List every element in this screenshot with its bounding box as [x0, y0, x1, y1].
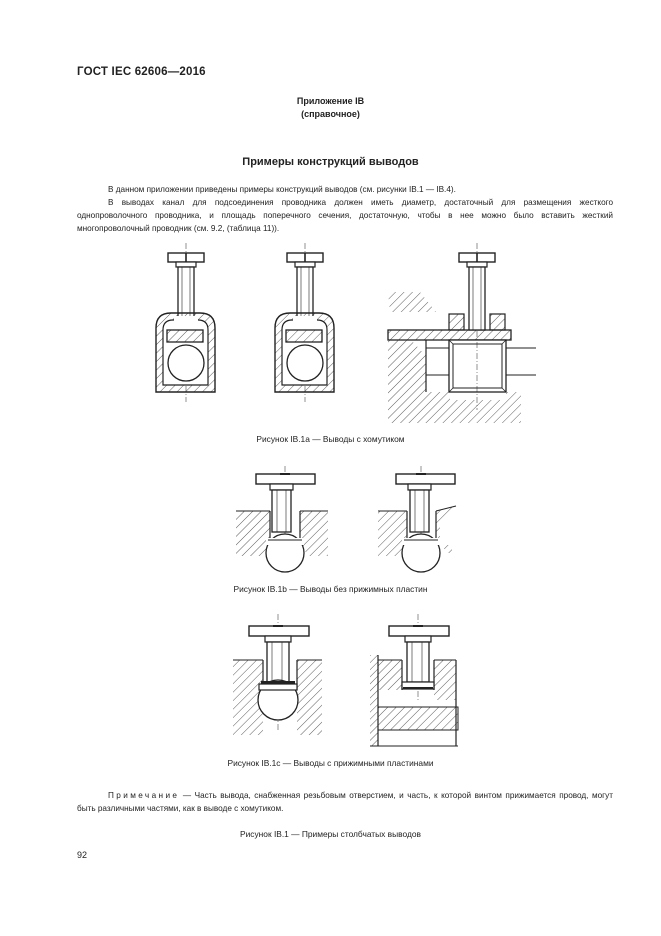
pillar-terminal-with-plate-1 [233, 614, 322, 735]
intro-paragraph: В данном приложении приведены примеры конструкций выводов (см. рисунки IB.1 — IB.4). [108, 185, 456, 194]
figure-caption-c: Рисунок IB.1с — Выводы с прижимными пластинами [227, 758, 434, 768]
annex-subtitle: (справочное) [301, 109, 360, 119]
figure-caption-main: Рисунок IB.1 — Примеры столбчатых выводов [240, 829, 421, 839]
annex-title: Приложение IB [296, 96, 365, 106]
yoke-terminal-2 [275, 243, 334, 402]
note-paragraph [77, 789, 613, 815]
page-number: 92 [77, 850, 88, 860]
figure-caption-a: Рисунок IB.1а — Выводы с хомутиком [256, 434, 405, 444]
section-title: Примеры конструкций выводов [242, 156, 419, 168]
yoke-terminal-1 [156, 243, 215, 402]
pillar-terminal-no-plate-2 [378, 466, 456, 572]
pillar-terminal-no-plate-1 [236, 466, 328, 572]
yoke-terminal-3 [388, 243, 536, 423]
document-header: ГОСТ IEC 62606—2016 [77, 66, 206, 78]
pillar-terminal-with-plate-2 [370, 614, 458, 746]
note-text: — Часть вывода, снабженная резьбовым отверстием, и часть, к которой винтом прижимается провод, могут быть различными частями, как в выводе с хомутиком. [77, 791, 613, 813]
figure-caption-b: Рисунок IB.1b — Выводы без прижимных пластин [233, 584, 428, 594]
note-label: Примечание [108, 791, 180, 800]
requirement-paragraph: В выводах канал для подсоединения проводника должен иметь диаметр, достаточный для размещения жесткого однопроволочного проводника, и площадь поперечного сечения, достаточную, чтобы в нее можно было вставить жесткий многопроволочный проводник (см. 9.2, (таблица 11)). [77, 198, 613, 233]
